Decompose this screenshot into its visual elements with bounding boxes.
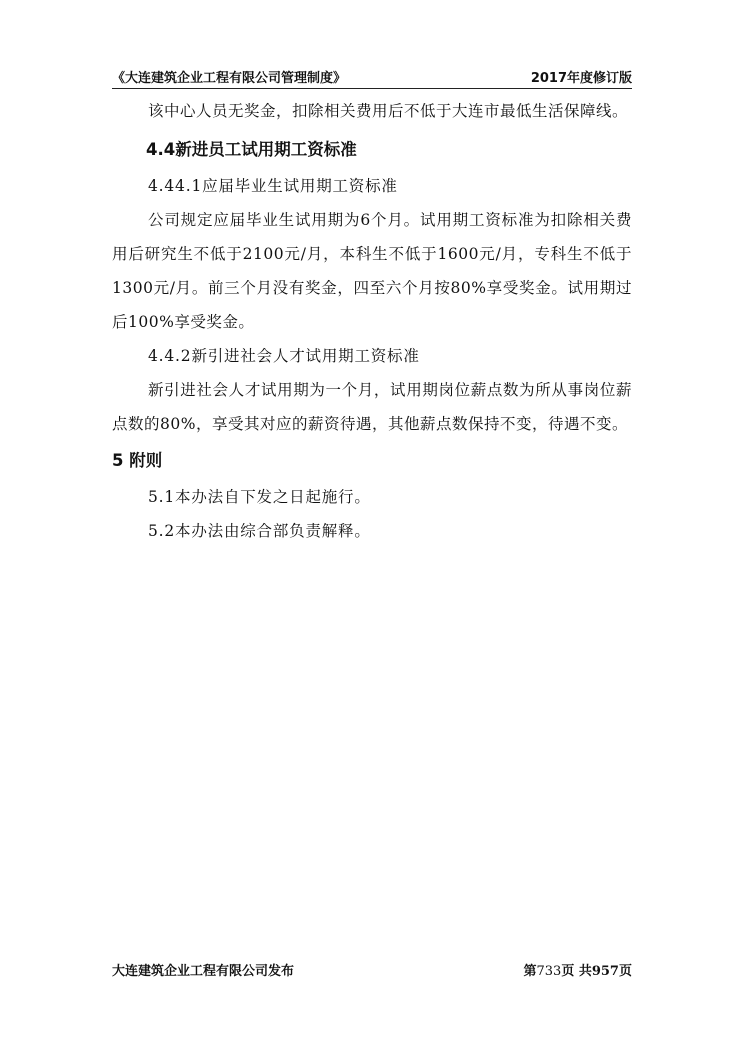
page-mid: 页 共	[561, 964, 592, 979]
paragraph-continued: 该中心人员无奖金，扣除相关费用后不低于大连市最低生活保障线。	[148, 102, 629, 120]
header-title: 《大连建筑企业工程有限公司管理制度》	[112, 71, 347, 86]
section-4-4-2-text: 新引进社会人才试用期为一个月，试用期岗位薪点数为所从事岗位薪点数的80%，享受其对应的薪资待遇，其他薪点数保持不变，待遇不变。	[112, 381, 632, 433]
page-total: 957	[591, 964, 619, 979]
section-4-4-2-heading: 4.4.2新引进社会人才试用期工资标准	[148, 347, 420, 365]
section-4-4-1-heading: 4.44.1应届毕业生试用期工资标准	[148, 177, 398, 195]
section-4-4-1-text: 公司规定应届毕业生试用期为6个月。试用期工资标准为扣除相关费用后研究生不低于2100元/月，本科生不低于1600元/月，专科生不低于1300元/月。前三个月没有奖金，四至六个月按80%享受奖金。试用期过后100%享受奖金。	[112, 211, 632, 331]
page-header	[112, 66, 632, 89]
section-4-4-heading: 4.4新进员工试用期工资标准	[146, 140, 357, 159]
document-body	[112, 94, 632, 548]
page-footer	[112, 960, 632, 980]
footer-page-number	[523, 960, 632, 979]
header-version: 2017年度修订版	[530, 71, 632, 86]
item-5-2: 5.2本办法由综合部负责解释。	[148, 522, 371, 540]
item-5-1: 5.1本办法自下发之日起施行。	[148, 488, 371, 506]
footer-publisher: 大连建筑企业工程有限公司发布	[112, 964, 295, 979]
page-current: 733	[536, 964, 562, 979]
page-suffix: 页	[618, 964, 632, 979]
section-5-heading: 5 附则	[112, 451, 163, 470]
page-prefix: 第	[523, 964, 537, 979]
